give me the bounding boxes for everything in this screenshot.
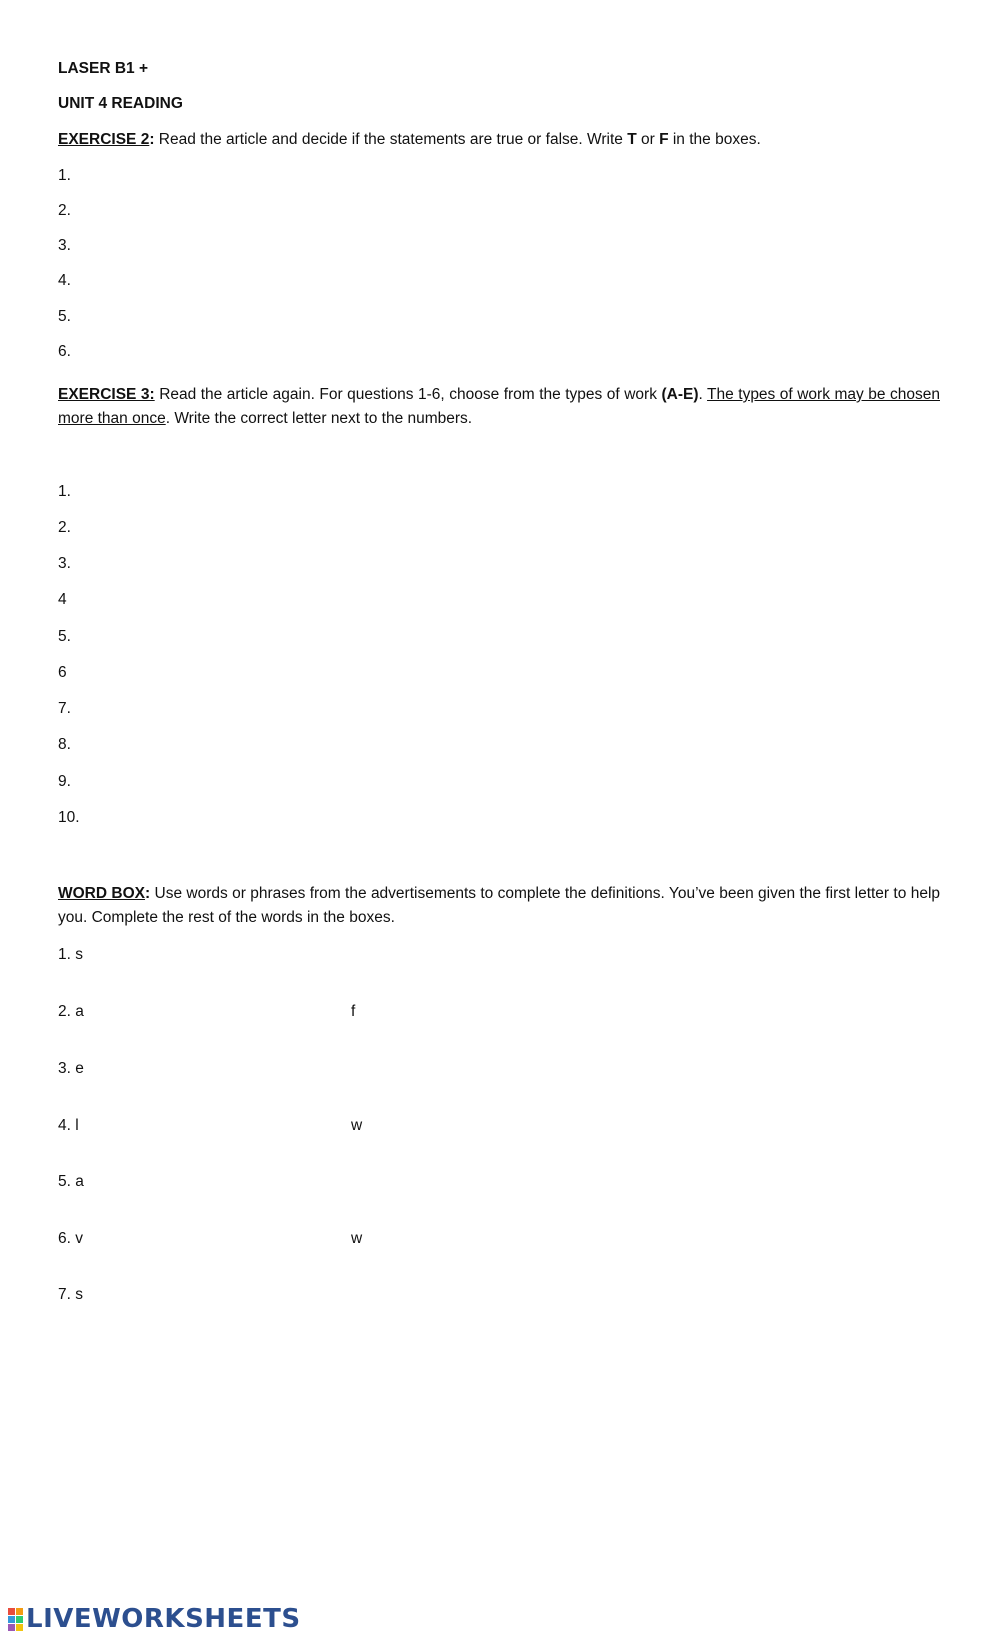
exercise-3-item: 8. — [58, 736, 71, 753]
exercise-3-dot: . — [698, 386, 708, 403]
word-box-item-first: 4. l — [58, 1117, 79, 1134]
exercise-2-instructions — [58, 129, 761, 151]
true-letter: T — [627, 131, 637, 148]
word-box-text: Use words or phrases from the advertisements to complete the definitions. You’ve been given the first letter to help you. Complete the rest of the words in the boxes. — [58, 885, 941, 926]
logo-square — [16, 1616, 23, 1623]
word-box-item-first: 2. a — [58, 1003, 84, 1020]
course-title: LASER B1 + — [58, 60, 149, 77]
word-box-item-first: 7. s — [58, 1286, 83, 1303]
word-box-item-second: w — [351, 1230, 363, 1247]
exercise-3-item: 7. — [58, 700, 71, 717]
word-box-item-first: 3. e — [58, 1060, 84, 1077]
word-box-colon: : — [145, 885, 151, 902]
logo-square — [16, 1624, 23, 1631]
exercise-3-item: 10. — [58, 809, 80, 826]
exercise-2-item: 2. — [58, 202, 71, 219]
exercise-3-text-a: Read the article again. For questions 1-6, choose from the types of work — [154, 386, 662, 403]
exercise-3-item: 1. — [58, 483, 71, 500]
exercise-3-item: 3. — [58, 555, 71, 572]
exercise-2-item: 3. — [58, 237, 71, 254]
word-box-item-first: 5. a — [58, 1173, 84, 1190]
exercise-2-item: 4. — [58, 272, 71, 289]
word-box-item-second: w — [351, 1117, 363, 1134]
exercise-3-text-b: . Write the correct letter next to the numbers. — [165, 410, 473, 427]
exercise-3-item: 2. — [58, 519, 71, 536]
exercise-3-label: EXERCISE 3: — [58, 386, 155, 403]
exercise-2-text-b: in the boxes. — [668, 131, 761, 148]
word-box-item-first: 6. v — [58, 1230, 83, 1247]
false-letter: F — [659, 131, 669, 148]
logo-grid-icon — [8, 1608, 23, 1631]
logo-square — [8, 1616, 15, 1623]
exercise-2-colon: : — [149, 131, 155, 148]
exercise-2-item: 6. — [58, 343, 71, 360]
exercise-3-range: (A-E) — [661, 386, 699, 403]
exercise-3-underlined: The types of work may be chosen more than once — [58, 386, 940, 427]
logo-text: LIVEWORKSHEETS — [26, 1604, 301, 1634]
unit-title: UNIT 4 READING — [58, 95, 183, 112]
exercise-3-item: 5. — [58, 628, 71, 645]
logo-square — [16, 1608, 23, 1615]
word-box-label: WORD BOX — [58, 885, 146, 902]
exercise-3-instructions — [58, 383, 940, 431]
exercise-2-item: 1. — [58, 167, 71, 184]
exercise-2-label: EXERCISE 2 — [58, 131, 150, 148]
word-box-item-first: 1. s — [58, 946, 83, 963]
logo-square — [8, 1624, 15, 1631]
word-box-item-second: f — [351, 1003, 356, 1020]
or-text: or — [636, 131, 660, 148]
exercise-2-text-a: Read the article and decide if the statements are true or false. Write — [154, 131, 628, 148]
word-box-instructions — [58, 882, 940, 930]
exercise-3-item: 9. — [58, 773, 71, 790]
exercise-2-item: 5. — [58, 308, 71, 325]
exercise-3-item: 4 — [58, 591, 67, 608]
logo-square — [8, 1608, 15, 1615]
exercise-3-item: 6 — [58, 664, 67, 681]
liveworksheets-logo — [8, 1604, 301, 1634]
